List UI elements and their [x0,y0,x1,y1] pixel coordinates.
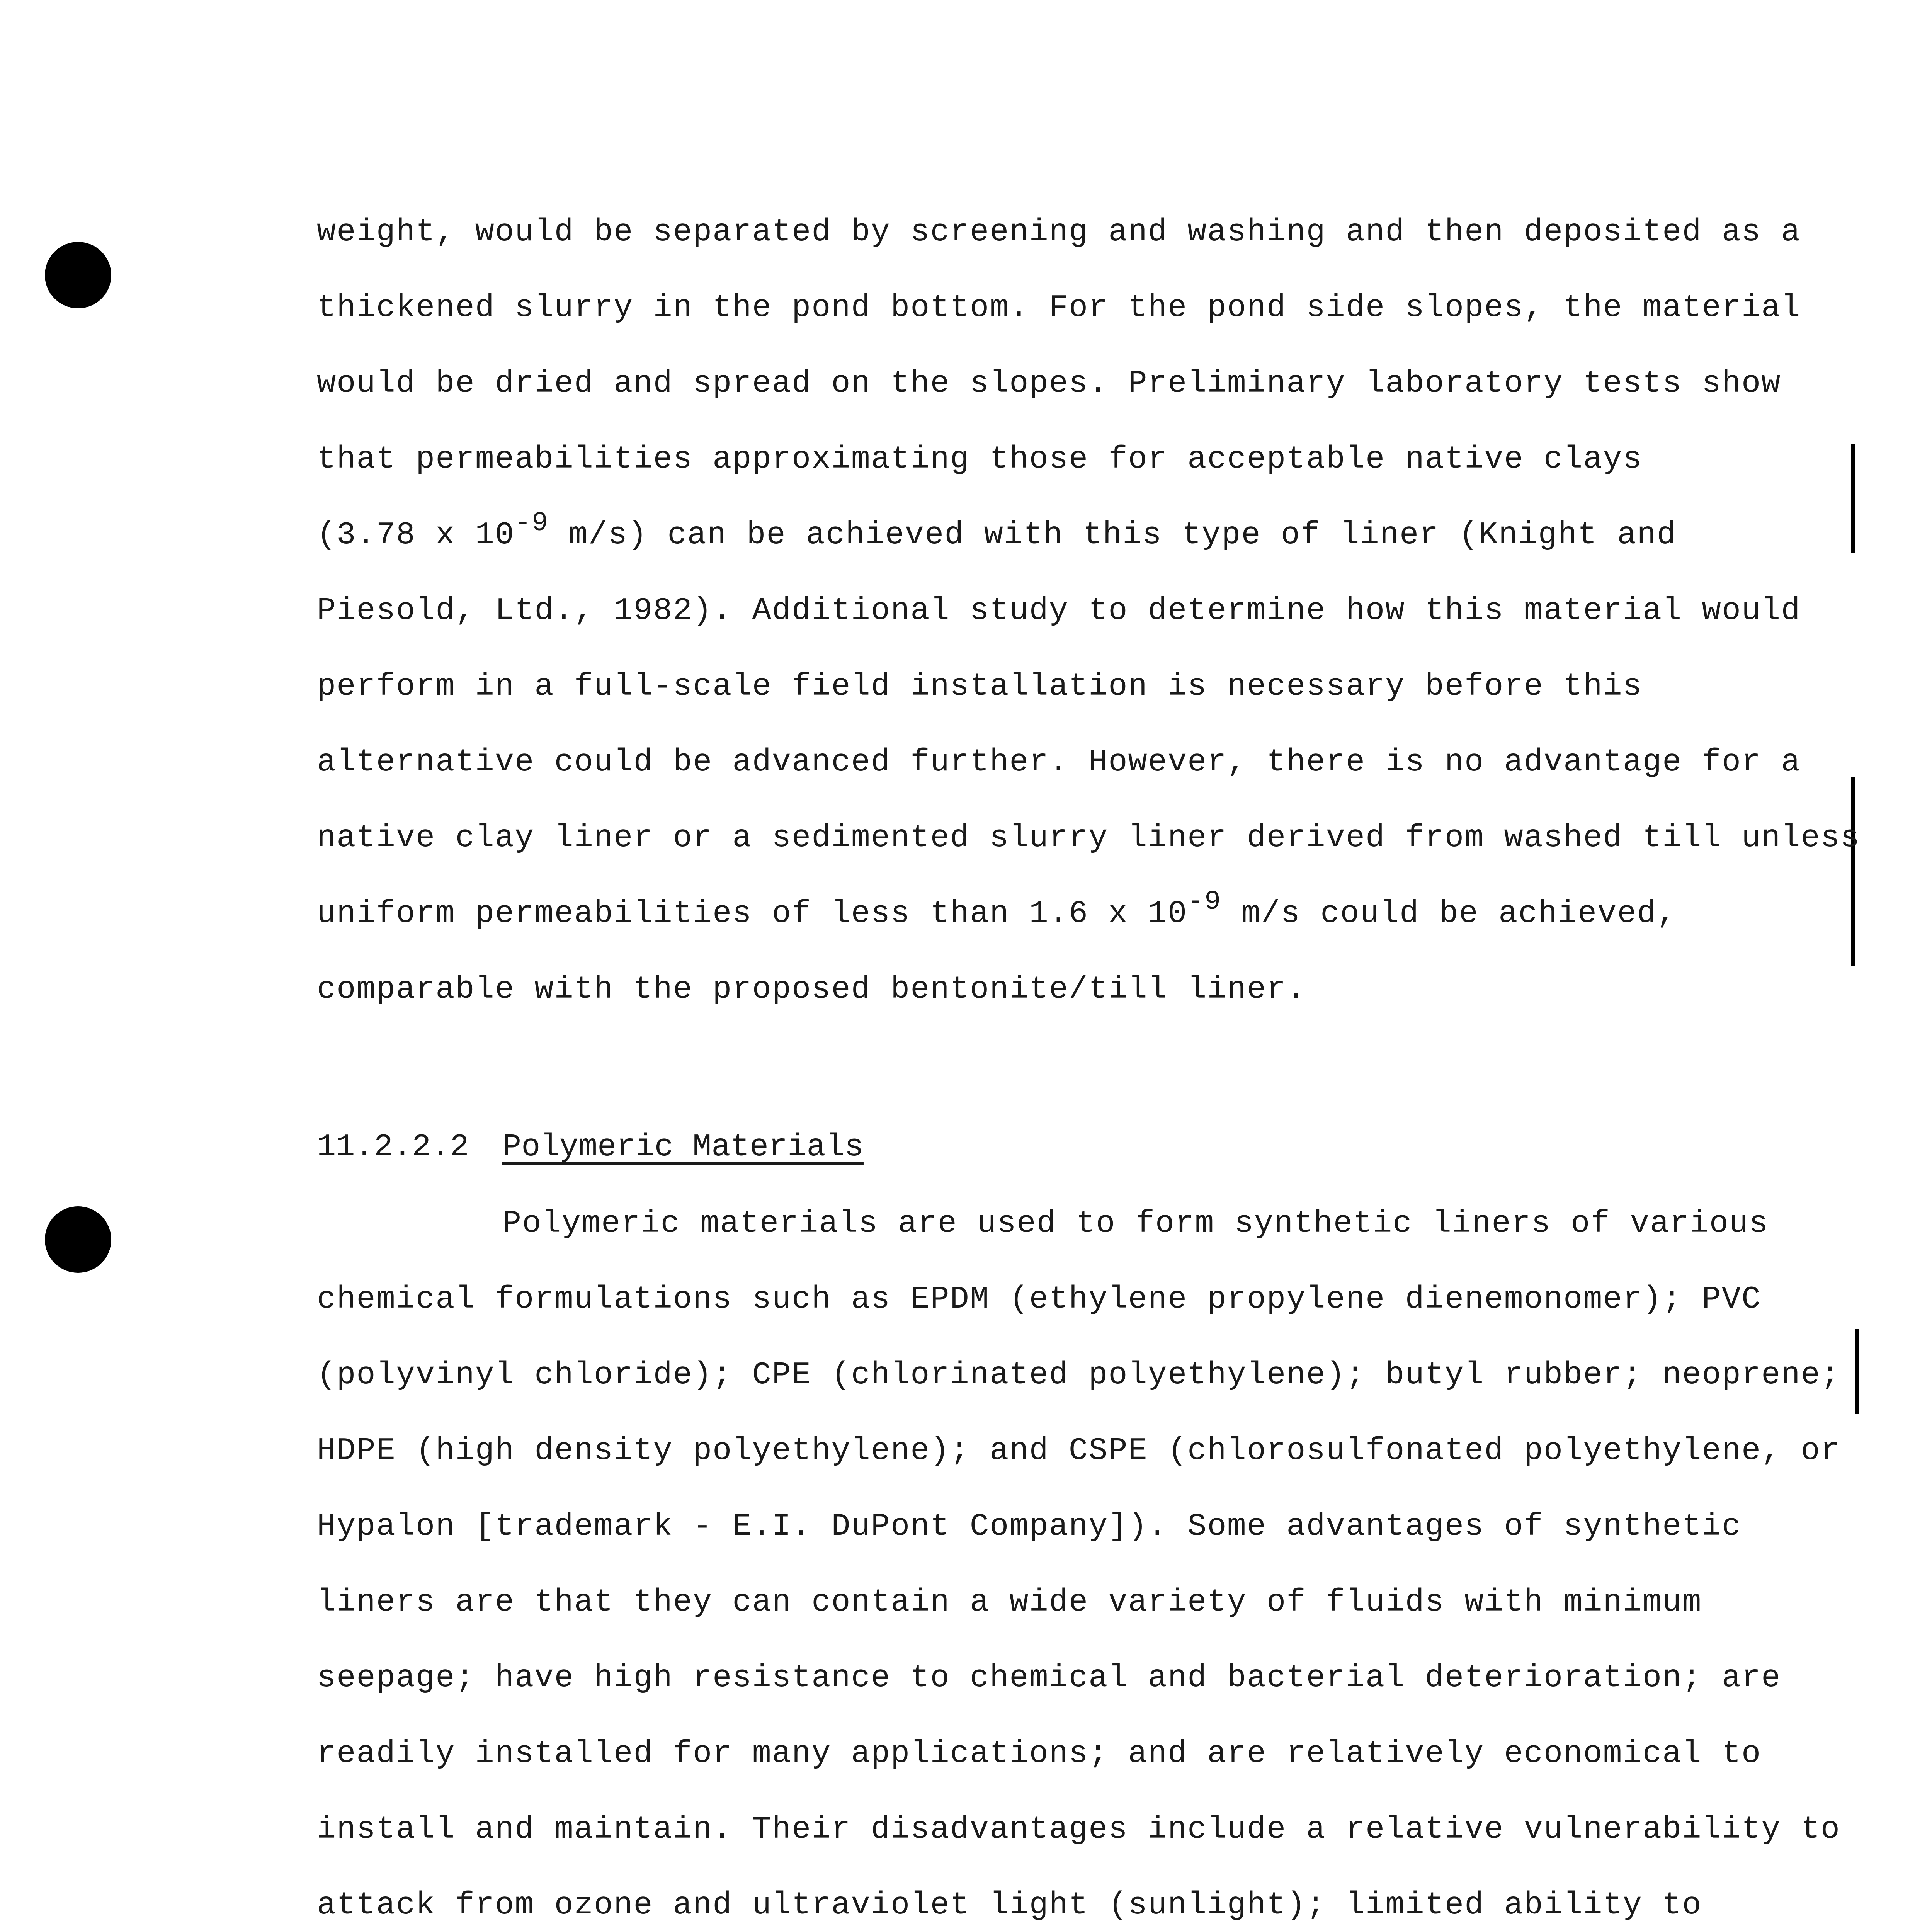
text-line: Piesold, Ltd., 1982). Additional study to determine how this material would [317,593,1801,629]
change-bar [1851,444,1855,553]
text-line: Hypalon [trademark - E.I. DuPont Company]). Some advantages of synthetic [317,1509,1742,1544]
text-line: readily installed for many applications; and are relatively economical to [317,1736,1762,1772]
punch-hole-middle [45,1206,111,1273]
superscript-exponent: -9 [1187,887,1222,917]
text-segment: uniform permeabilities of less than 1.6 x 10 [317,896,1188,932]
section-number: 11.2.2.2 [317,1129,469,1165]
text-line: attack from ozone and ultraviolet light (sunlight); limited ability to [317,1887,1702,1923]
text-line: native clay liner or a sedimented slurry liner derived from washed till unless [317,820,1861,856]
text-line: liners are that they can contain a wide variety of fluids with minimum [317,1584,1702,1620]
text-line: (polyvinyl chloride); CPE (chlorinated polyethylene); butyl rubber; neoprene; [317,1357,1841,1393]
text-line: Polymeric materials are used to form synthetic liners of various [502,1206,1769,1242]
section-title: Polymeric Materials [502,1129,864,1165]
text-line [317,508,1677,553]
text-segment: (3.78 x 10 [317,517,515,553]
superscript-exponent: -9 [515,508,549,539]
text-line: install and maintain. Their disadvantages include a relative vulnerability to [317,1811,1841,1847]
punch-hole-top [45,242,111,308]
text-line: chemical formulations such as EPDM (ethylene propylene dienemonomer); PVC [317,1281,1762,1317]
change-bar [1855,1329,1859,1414]
text-line: thickened slurry in the pond bottom. For the pond side slopes, the material [317,290,1801,326]
text-line: perform in a full-scale field installation is necessary before this [317,668,1643,704]
text-line: weight, would be separated by screening and washing and then deposited as a [317,214,1801,250]
text-segment: m/s) can be achieved with this type of liner (Knight and [549,517,1677,553]
text-line [317,887,1677,932]
text-line: comparable with the proposed bentonite/till liner. [317,971,1306,1007]
text-line: that permeabilities approximating those for acceptable native clays [317,441,1643,477]
text-line: seepage; have high resistance to chemical and bacterial deterioration; are [317,1660,1781,1696]
text-line: alternative could be advanced further. However, there is no advantage for a [317,744,1801,780]
text-segment: m/s could be achieved, [1221,896,1677,932]
change-bar [1851,777,1855,966]
text-line: HDPE (high density polyethylene); and CSPE (chlorosulfonated polyethylene, or [317,1433,1841,1469]
text-line: would be dried and spread on the slopes. Preliminary laboratory tests show [317,366,1781,401]
